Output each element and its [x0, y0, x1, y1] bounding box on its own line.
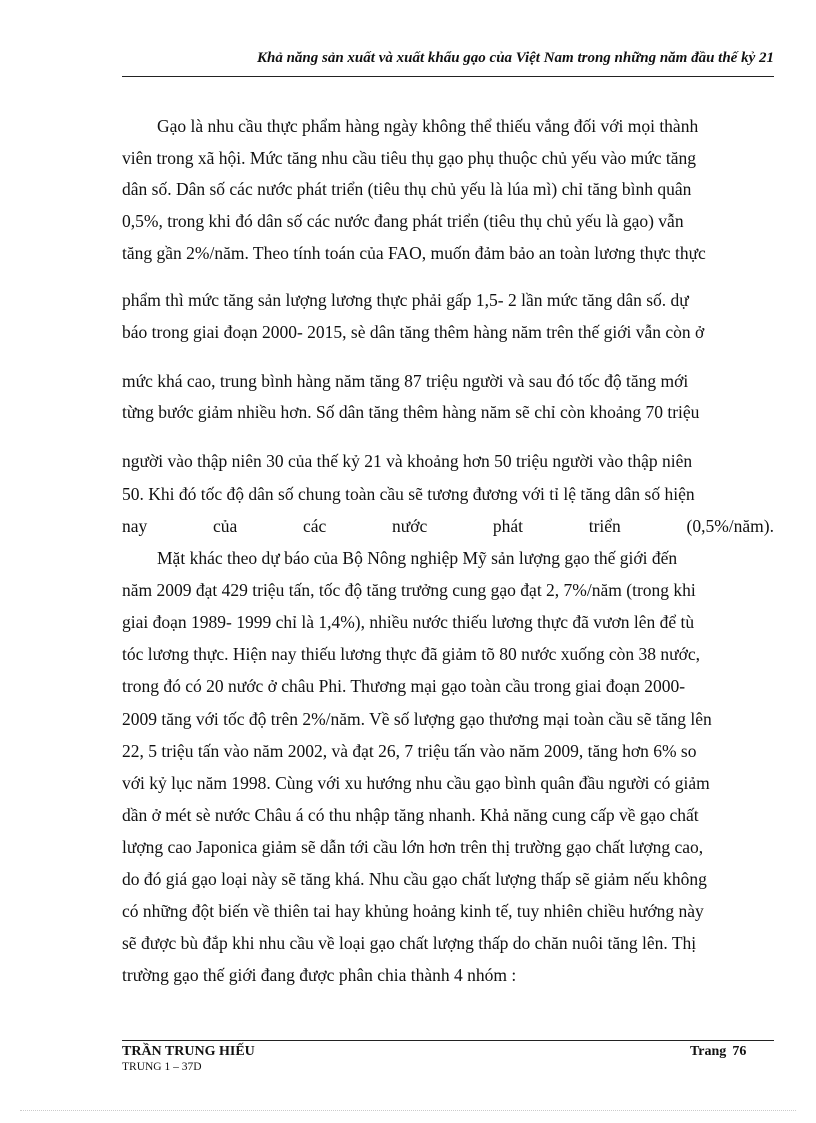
page-header: [122, 50, 774, 77]
text-line: trong đó có 20 nước ở châu Phi. Thương mại gạo toàn cầu trong giai đoạn 2000-: [122, 676, 686, 696]
text-line: phẩm thì mức tăng sản lượng lương thực phải gấp 1,5- 2 lần mức tăng dân số. dự: [122, 290, 689, 310]
text-line: báo trong giai đoạn 2000- 2015, sè dân tăng thêm hàng năm trên thế giới vẫn còn ở: [122, 322, 705, 342]
text-line: 0,5%, trong khi đó dân số các nước đang phát triển (tiêu thụ chủ yếu là gạo) vẫn: [122, 211, 684, 231]
text-line: 50. Khi đó tốc độ dân số chung toàn cầu sẽ tương đương với tỉ lệ tăng dân số hiện: [122, 484, 695, 504]
text-line: năm 2009 đạt 429 triệu tấn, tốc độ tăng trưởng cung gạo đạt 2, 7%/năm (trong khi: [122, 580, 696, 600]
text-line: do đó giá gạo loại này sẽ tăng khá. Nhu cầu gạo chất lượng thấp sẽ giảm nếu không: [122, 869, 707, 889]
page-edge-divider: [20, 1110, 796, 1111]
text-line: người vào thập niên 30 của thế kỷ 21 và khoảng hơn 50 triệu người vào thập niên: [122, 451, 693, 471]
text-line: từng bước giảm nhiều hơn. Số dân tăng thêm hàng năm sẽ chỉ còn khoảng 70 triệu: [122, 402, 700, 422]
text-line: Gạo là nhu cầu thực phẩm hàng ngày không thể thiếu vắng đối với mọi thành: [122, 116, 699, 136]
page-number-value: 76: [732, 1044, 747, 1059]
text-line: mức khá cao, trung bình hàng năm tăng 87 triệu người và sau đó tốc độ tăng mới: [122, 371, 689, 391]
text-line: tăng gần 2%/năm. Theo tính toán của FAO, muốn đảm bảo an toàn lương thực thực: [122, 243, 706, 263]
text-line: sẽ được bù đắp khi nhu cầu về loại gạo chất lượng thấp do chăn nuôi tăng lên. Thị: [122, 933, 697, 953]
text-line: 2009 tăng với tốc độ trên 2%/năm. Về số lượng gạo thương mại toàn cầu sẽ tăng lên: [122, 709, 712, 729]
text-line: viên trong xã hội. Mức tăng nhu cầu tiêu thụ gạo phụ thuộc chủ yếu vào mức tăng: [122, 148, 696, 168]
text-line: Mặt khác theo dự báo của Bộ Nông nghiệp Mỹ sản lượng gạo thế giới đến: [122, 548, 678, 568]
text-line: dần ở mét sè nước Châu á có thu nhập tăng nhanh. Khả năng cung cấp về gạo chất: [122, 805, 699, 825]
text-line: giai đoạn 1989- 1999 chỉ là 1,4%), nhiều nước thiếu lương thực đã vươn lên để tù: [122, 612, 695, 632]
footer-class: TRUNG 1 – 37D: [122, 1061, 202, 1073]
text-line: lượng cao Japonica giảm sẽ dẫn tới cầu lớn hơn trên thị trường gạo chất lượng cao,: [122, 837, 704, 857]
footer-divider: [122, 1040, 774, 1041]
text-line: với kỷ lục năm 1998. Cùng với xu hướng nhu cầu gạo bình quân đầu người có giảm: [122, 773, 710, 793]
footer-author: TRẦN TRUNG HIẾU: [122, 1044, 255, 1059]
text-line: tóc lương thực. Hiện nay thiếu lương thực đã giảm tõ 80 nước xuống còn 38 nước,: [122, 644, 700, 664]
page-label: Trang: [690, 1044, 727, 1059]
text-line: nay của các nước phát triển (0,5%/năm).: [122, 516, 774, 536]
text-line: có những đột biến về thiên tai hay khủng hoảng kinh tế, tuy nhiên chiều hướng này: [122, 901, 704, 921]
text-line: 22, 5 triệu tấn vào năm 2002, và đạt 26, 7 triệu tấn vào năm 2009, tăng hơn 6% so: [122, 741, 697, 761]
text-line: dân số. Dân số các nước phát triển (tiêu thụ chủ yếu là lúa mì) chỉ tăng bình quân: [122, 179, 692, 199]
page-number: [690, 1044, 746, 1060]
text-line: trường gạo thế giới đang được phân chia thành 4 nhóm :: [122, 965, 517, 985]
header-title: Khả năng sản xuất và xuất khẩu gạo của Việt Nam trong những năm đầu thế kỷ 21: [256, 50, 774, 66]
